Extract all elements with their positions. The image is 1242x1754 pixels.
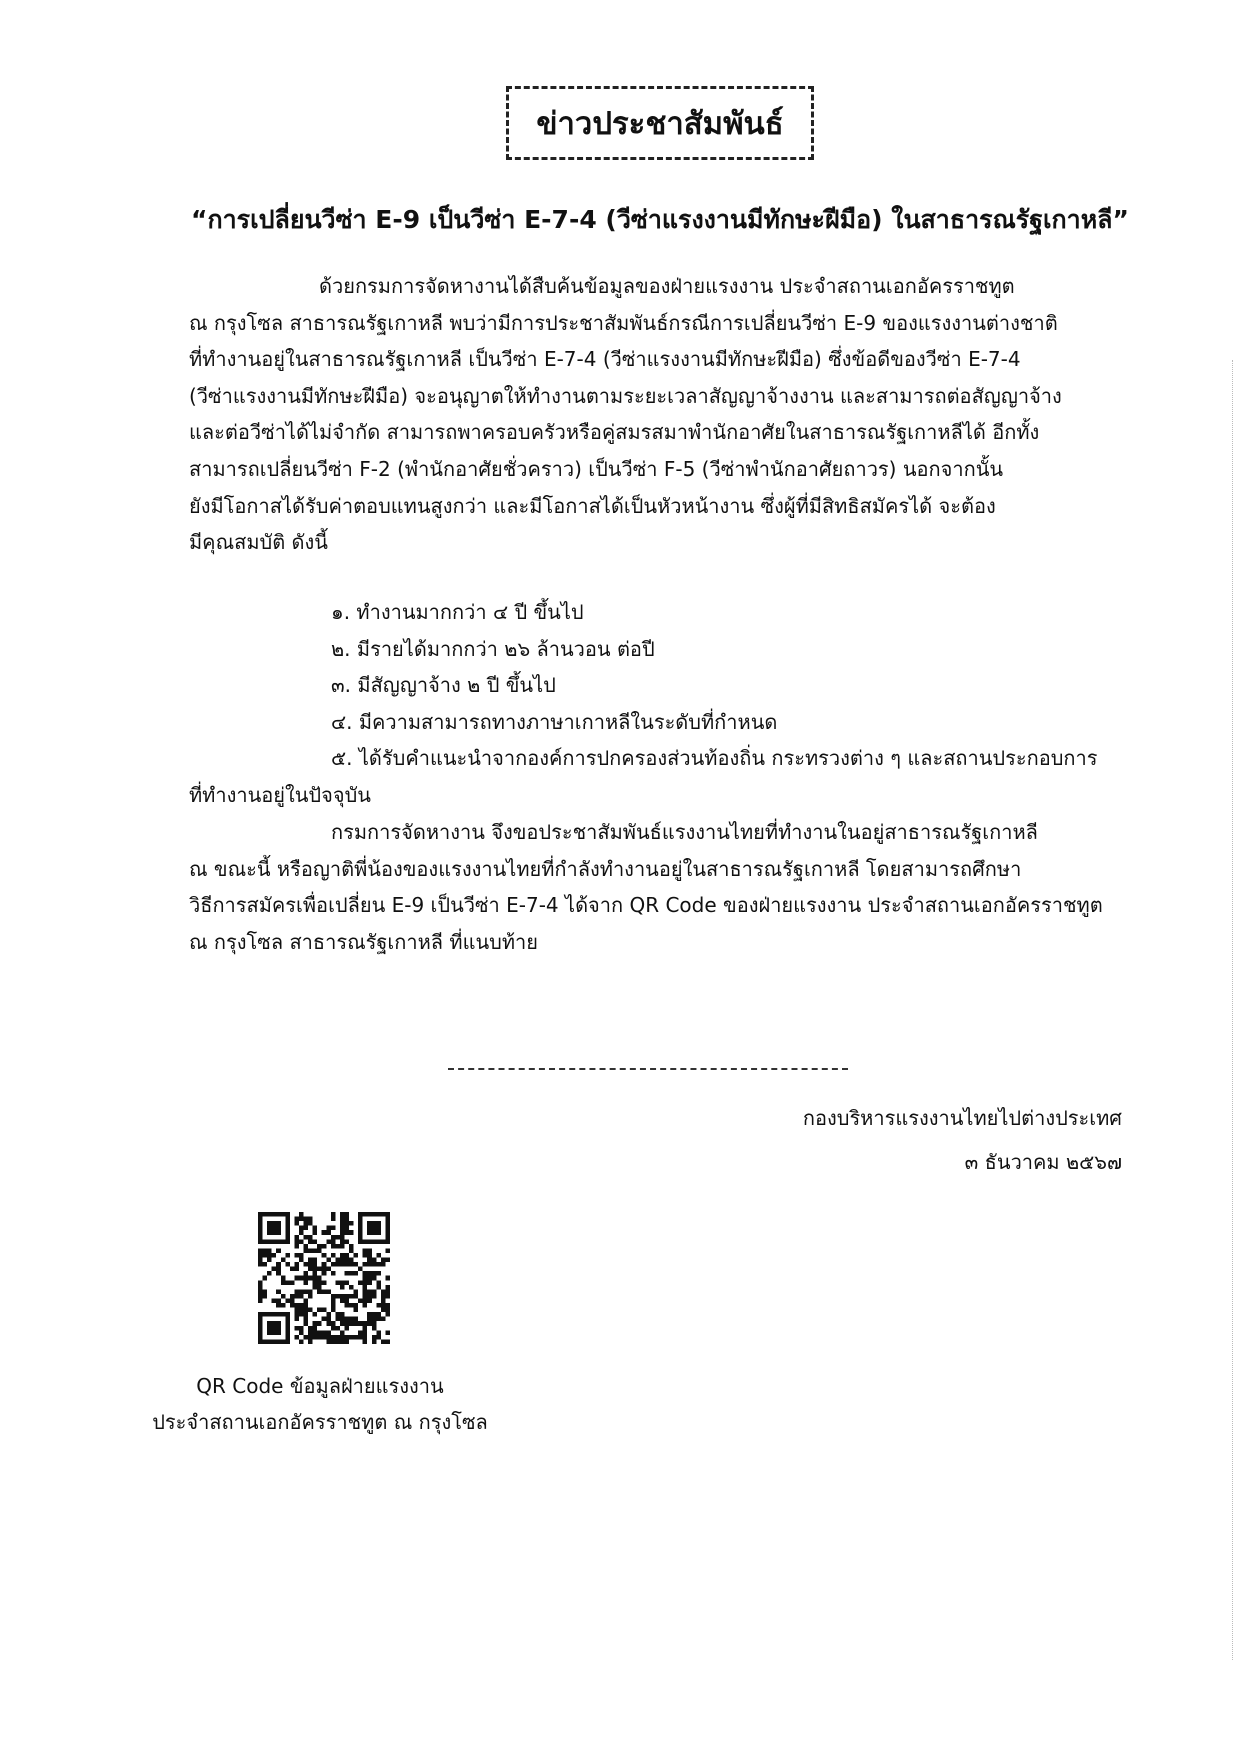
requirement-item: ๓. มีสัญญาจ้าง ๒ ปี ขึ้นไป: [331, 673, 556, 698]
paragraph-1-line: และต่อวีซ่าได้ไม่จำกัด สามารถพาครอบครัวหรือคู่สมรสมาพำนักอาศัยในสาธารณรัฐเกาหลีได้ อีกทั้ง: [189, 420, 1040, 445]
requirement-item: ๑. ทำงานมากกว่า ๔ ปี ขึ้นไป: [331, 600, 584, 624]
requirement-item: ๔. มีความสามารถทางภาษาเกาหลีในระดับที่กำหนด: [331, 709, 778, 734]
signature-date: ๓ ธันวาคม ๒๕๖๗: [964, 1150, 1122, 1174]
paragraph-2-line: วิธีการสมัครเพื่อเปลี่ยน E-9 เป็นวีซ่า E-7-4 ได้จาก QR Code ของฝ่ายแรงงาน ประจำสถานเอกอัครราชทูต: [189, 893, 1103, 918]
qr-code-icon[interactable]: [258, 1212, 390, 1344]
requirements-list: [189, 594, 1129, 814]
paragraph-2-line: กรมการจัดหางาน จึงขอประชาสัมพันธ์แรงงานไทยที่ทำงานในอยู่สาธารณรัฐเกาหลี: [331, 820, 1038, 844]
document-title: “การเปลี่ยนวีซ่า E-9 เป็นวีซ่า E-7-4 (วีซ่าแรงงานมีทักษะฝีมือ) ในสาธารณรัฐเกาหลี”: [191, 205, 1129, 234]
paragraph-2: [189, 814, 1129, 960]
paragraph-1: [189, 268, 1129, 561]
paragraph-1-line: ยังมีโอกาสได้รับค่าตอบแทนสูงกว่า และมีโอกาสได้เป็นหัวหน้างาน ซึ่งผู้ที่มีสิทธิสมัครได้ จะต้อง: [189, 493, 996, 518]
paragraph-1-line: ด้วยกรมการจัดหางานได้สืบค้นข้อมูลของฝ่ายแรงงาน ประจำสถานเอกอัครราชทูต: [319, 274, 1015, 298]
signature-organization: กองบริหารแรงงานไทยไปต่างประเทศ: [802, 1106, 1122, 1130]
header-box: [506, 86, 814, 160]
requirement-continuation: ที่ทำงานอยู่ในปัจจุบัน: [189, 782, 371, 807]
requirement-item: ๕. ได้รับคำแนะนำจากองค์การปกครองส่วนท้องถิ่น กระทรวงต่าง ๆ และสถานประกอบการ: [331, 746, 1098, 771]
header-label: ข่าวประชาสัมพันธ์: [536, 106, 784, 142]
requirement-item: ๒. มีรายได้มากกว่า ๒๖ ล้านวอน ต่อปี: [331, 636, 655, 661]
paragraph-2-line: ณ ขณะนี้ หรือญาติพี่น้องของแรงงานไทยที่กำลังทำงานอยู่ในสาธารณรัฐเกาหลี โดยสามารถศึกษา: [189, 856, 1022, 881]
paragraph-1-line: สามารถเปลี่ยนวีซ่า F-2 (พำนักอาศัยชั่วคราว) เป็นวีซ่า F-5 (วีซ่าพำนักอาศัยถาวร) นอกจากนั้น: [189, 456, 1004, 481]
paragraph-1-line: ณ กรุงโซล สาธารณรัฐเกาหลี พบว่ามีการประชาสัมพันธ์กรณีการเปลี่ยนวีซ่า E-9 ของแรงงานต่างชาติ: [189, 310, 1058, 335]
paragraph-1-line: ที่ทำงานอยู่ในสาธารณรัฐเกาหลี เป็นวีซ่า E-7-4 (วีซ่าแรงงานมีทักษะฝีมือ) ซึ่งข้อดีของวีซ่า E-7-4: [189, 347, 1021, 372]
paragraph-2-line: ณ กรุงโซล สาธารณรัฐเกาหลี ที่แนบท้าย: [189, 929, 538, 954]
qr-caption: [120, 1368, 520, 1440]
paragraph-1-line: มีคุณสมบัติ ดังนี้: [189, 530, 328, 555]
qr-caption-line-2: ประจำสถานเอกอัครราชทูต ณ กรุงโซล: [152, 1410, 488, 1434]
paragraph-1-line: (วีซ่าแรงงานมีทักษะฝีมือ) จะอนุญาตให้ทำงานตามระยะเวลาสัญญาจ้างงาน และสามารถต่อสัญญาจ้าง: [189, 383, 1062, 408]
scan-edge-line: [1232, 360, 1233, 1660]
divider: [448, 1068, 848, 1070]
qr-caption-line-1: QR Code ข้อมูลฝ่ายแรงงาน: [196, 1374, 444, 1398]
